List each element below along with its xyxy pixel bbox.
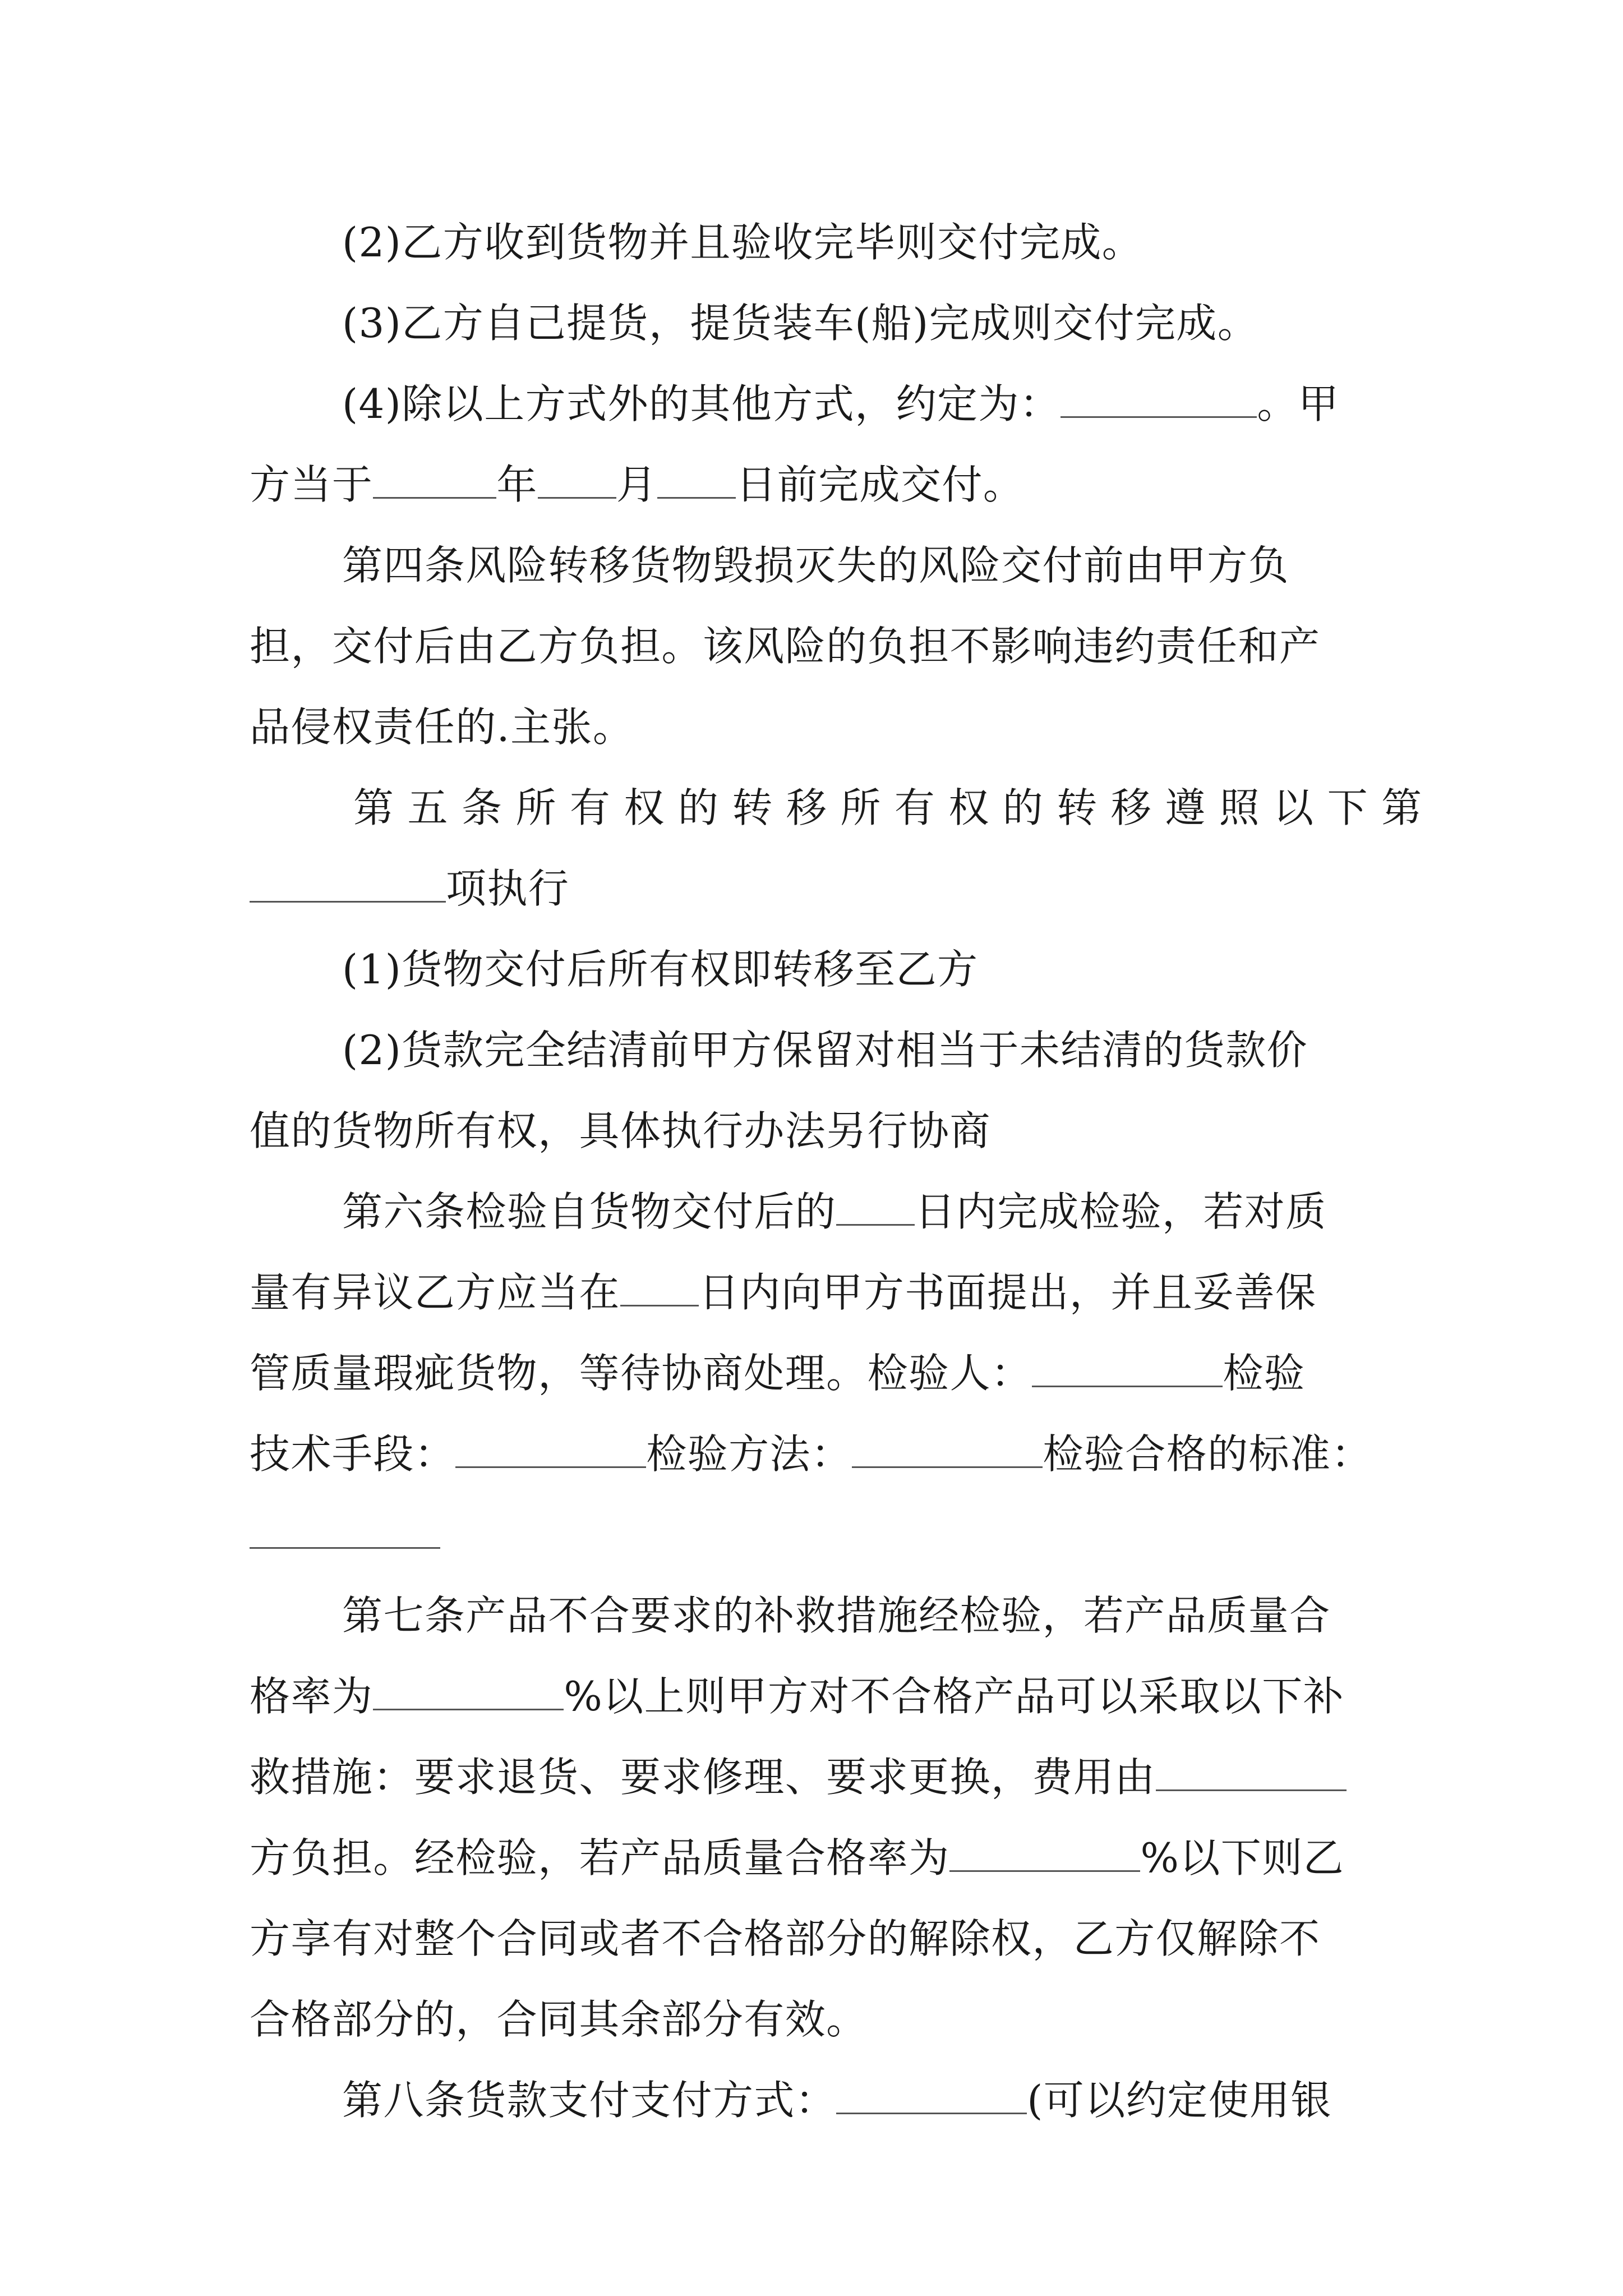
- text: 年: [496, 461, 538, 508]
- text: 第八条货款支付支付方式：: [342, 2077, 837, 2124]
- text: 方负担。经检验，若产品质量合格率为: [250, 1834, 950, 1881]
- clause-line: [250, 767, 1492, 848]
- text: 管质量瑕疵货物，等待协商处理。检验人：: [250, 1350, 1032, 1397]
- text: 第六条检验自货物交付后的: [342, 1188, 837, 1235]
- text: 第五条所有权的转移所有权的转移遵照以下第: [353, 784, 1436, 831]
- text: 检验合格的标准：: [1043, 1430, 1372, 1478]
- text: 第七条产品不合要求的补救措施经检验，若产品质量合: [342, 1592, 1331, 1639]
- text: 检验: [1223, 1350, 1306, 1397]
- blank-field[interactable]: [836, 2076, 1027, 2114]
- text: 日前完成交付。: [736, 461, 1025, 508]
- clause-line: [250, 1979, 1388, 2060]
- text: 合格部分的，合同其余部分有效。: [250, 1996, 868, 2043]
- text: 日内完成检验，若对质: [915, 1188, 1327, 1235]
- text: 格率为: [250, 1673, 374, 1720]
- clause-line: [250, 283, 1481, 364]
- clause-line: [250, 1737, 1388, 1818]
- blank-field[interactable]: [949, 1834, 1140, 1872]
- text: (2)乙方收到货物并且验收完毕则交付完成。: [342, 219, 1144, 266]
- blank-field[interactable]: [657, 461, 736, 499]
- text: (4)除以上方式外的其他方式，约定为：: [342, 380, 1061, 427]
- text: 值的货物所有权，具体执行办法另行协商: [250, 1107, 991, 1154]
- clause-line: [250, 1414, 1388, 1494]
- clause-line: [250, 929, 1481, 1010]
- clause-line: [250, 687, 1388, 767]
- text: %以上则甲方对不合格产品可以采取以下补: [564, 1673, 1345, 1720]
- clause-line: [250, 1898, 1388, 1979]
- clause-line: [250, 848, 1388, 929]
- text: 方享有对整个合同或者不合格部分的解除权，乙方仅解除不: [250, 1915, 1321, 1962]
- clause-line: [250, 1575, 1481, 1656]
- blank-field[interactable]: [836, 1188, 915, 1226]
- blank-field[interactable]: [538, 461, 616, 499]
- clause-line: [250, 202, 1481, 283]
- text: 检验方法：: [646, 1430, 852, 1478]
- clause-line: [250, 525, 1481, 606]
- text: 救措施：要求退货、要求修理、要求更换，费用由: [250, 1754, 1156, 1801]
- clause-line: [250, 2060, 1481, 2141]
- clause-line: [250, 1252, 1388, 1333]
- clause-line: [250, 1333, 1388, 1414]
- clause-line: [250, 444, 1388, 525]
- blank-field[interactable]: [1032, 1349, 1223, 1387]
- clause-line: [250, 1171, 1481, 1252]
- text: 技术手段：: [250, 1430, 456, 1478]
- blank-field[interactable]: [373, 1672, 564, 1710]
- blank-field[interactable]: [250, 1511, 440, 1549]
- text: (2)货款完全结清前甲方保留对相当于未结清的货款价: [342, 1027, 1308, 1074]
- clause-line: [250, 1010, 1481, 1091]
- text: 担，交付后由乙方负担。该风险的负担不影响违约责任和产: [250, 623, 1321, 670]
- text: 第四条风险转移货物毁损灭失的风险交付前由甲方负: [342, 542, 1290, 589]
- text: (1)货物交付后所有权即转移至乙方: [342, 946, 979, 993]
- text: 品侵权责任的.主张。: [250, 703, 634, 751]
- blank-field[interactable]: [373, 461, 496, 499]
- text: %以下则乙: [1140, 1834, 1345, 1881]
- text: (可以约定使用银: [1027, 2077, 1332, 2124]
- text: 项执行: [446, 865, 570, 912]
- text: 月: [616, 461, 658, 508]
- clause-line: [250, 364, 1481, 444]
- blank-field[interactable]: [1061, 380, 1257, 418]
- blank-field[interactable]: [455, 1430, 646, 1468]
- clause-line: [250, 1656, 1388, 1737]
- clause-line: [250, 1494, 1388, 1575]
- text: 。甲: [1257, 380, 1340, 427]
- blank-field[interactable]: [620, 1268, 699, 1306]
- text: 方当于: [250, 461, 374, 508]
- clause-line: [250, 606, 1388, 687]
- blank-field[interactable]: [1156, 1753, 1347, 1791]
- text: 日内向甲方书面提出，并且妥善保: [698, 1269, 1317, 1316]
- clause-line: [250, 1091, 1388, 1171]
- text: (3)乙方自己提货，提货装车(船)完成则交付完成。: [342, 300, 1259, 347]
- text: 量有异议乙方应当在: [250, 1269, 620, 1316]
- clause-line: [250, 1818, 1388, 1898]
- blank-field[interactable]: [852, 1430, 1043, 1468]
- blank-field[interactable]: [250, 864, 446, 903]
